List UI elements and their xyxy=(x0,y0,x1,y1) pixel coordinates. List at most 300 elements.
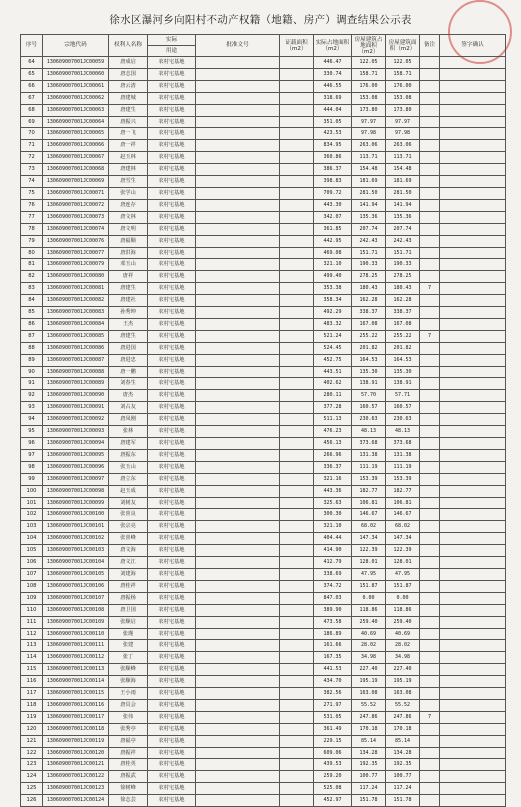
row-build-area: 97.98 xyxy=(386,128,420,140)
row-seq: 69 xyxy=(21,116,43,128)
row-seq: 76 xyxy=(21,199,43,211)
row-code: 130609007001JC00071 xyxy=(43,187,109,199)
row-sign xyxy=(440,366,506,378)
row-house-area: 207.74 xyxy=(352,223,386,235)
row-approval xyxy=(196,771,280,783)
row-approval xyxy=(196,664,280,676)
row-note xyxy=(420,628,440,640)
row-cert-area xyxy=(280,318,314,330)
row-sign xyxy=(440,545,506,557)
row-usage: 农村宅基地 xyxy=(148,580,196,592)
row-note xyxy=(420,140,440,152)
row-seq: 68 xyxy=(21,104,43,116)
row-owner: 唐建军 xyxy=(109,438,148,450)
row-seq: 96 xyxy=(21,438,43,450)
row-cert-area xyxy=(280,521,314,533)
row-actual-area: 609.06 xyxy=(314,747,352,759)
row-cert-area xyxy=(280,592,314,604)
row-house-area: 135.36 xyxy=(352,211,386,223)
table-row xyxy=(21,390,506,402)
table-row xyxy=(21,533,506,545)
row-actual-area: 353.38 xyxy=(314,283,352,295)
row-note xyxy=(420,164,440,176)
table-row xyxy=(21,735,506,747)
row-sign xyxy=(440,390,506,402)
row-code: 130609007001JC00110 xyxy=(43,628,109,640)
row-owner: 唐连存 xyxy=(109,199,148,211)
row-owner: 张顺峰 xyxy=(109,664,148,676)
row-build-area: 147.34 xyxy=(386,533,420,545)
row-code: 130609007001JC00088 xyxy=(43,366,109,378)
row-sign xyxy=(440,521,506,533)
row-note xyxy=(420,366,440,378)
row-build-area: 170.18 xyxy=(386,723,420,735)
row-note xyxy=(420,616,440,628)
row-approval xyxy=(196,604,280,616)
row-seq: 108 xyxy=(21,580,43,592)
row-usage: 农村宅基地 xyxy=(148,104,196,116)
row-approval xyxy=(196,68,280,80)
table-row xyxy=(21,366,506,378)
row-owner: 唐进忠 xyxy=(109,354,148,366)
row-actual-area: 446.47 xyxy=(314,57,352,69)
row-seq: 97 xyxy=(21,449,43,461)
row-build-area: 113.71 xyxy=(386,152,420,164)
row-seq: 72 xyxy=(21,152,43,164)
row-seq: 88 xyxy=(21,342,43,354)
row-sign xyxy=(440,568,506,580)
row-code: 130609007001JC00112 xyxy=(43,652,109,664)
row-seq: 71 xyxy=(21,140,43,152)
row-build-area: 263.06 xyxy=(386,140,420,152)
row-actual-area: 361.85 xyxy=(314,223,352,235)
row-code: 130609007001JC00102 xyxy=(43,533,109,545)
row-owner: 刘树友 xyxy=(109,497,148,509)
row-approval xyxy=(196,235,280,247)
row-cert-area xyxy=(280,414,314,426)
row-cert-area xyxy=(280,461,314,473)
row-sign xyxy=(440,795,506,807)
header-build-area: 房屋建筑面积（m2） xyxy=(386,35,420,57)
table-row xyxy=(21,378,506,390)
row-cert-area xyxy=(280,187,314,199)
row-owner: 徐志芸 xyxy=(109,795,148,807)
row-sign xyxy=(440,604,506,616)
row-seq: 65 xyxy=(21,68,43,80)
row-note xyxy=(420,580,440,592)
row-seq: 98 xyxy=(21,461,43,473)
table-row xyxy=(21,271,506,283)
row-usage: 农村宅基地 xyxy=(148,176,196,188)
row-actual-area: 434.70 xyxy=(314,676,352,688)
row-approval xyxy=(196,735,280,747)
row-house-area: 55.52 xyxy=(352,699,386,711)
row-code: 130609007001JC00072 xyxy=(43,199,109,211)
page-title: 徐水区瀑河乡向阳村不动产权籍（地籍、房产）调查结果公示表 xyxy=(109,14,412,26)
row-sign xyxy=(440,426,506,438)
row-seq: 82 xyxy=(21,271,43,283)
row-sign xyxy=(440,783,506,795)
row-cert-area xyxy=(280,342,314,354)
row-build-area: 207.74 xyxy=(386,223,420,235)
row-sign xyxy=(440,68,506,80)
row-approval xyxy=(196,283,280,295)
row-note xyxy=(420,426,440,438)
row-seq: 105 xyxy=(21,545,43,557)
row-cert-area xyxy=(280,426,314,438)
row-actual-area: 321.16 xyxy=(314,473,352,485)
row-sign xyxy=(440,247,506,259)
row-actual-area: 439.53 xyxy=(314,759,352,771)
row-build-area: 180.43 xyxy=(386,283,420,295)
row-seq: 78 xyxy=(21,223,43,235)
row-actual-area: 446.55 xyxy=(314,80,352,92)
row-sign xyxy=(440,592,506,604)
table-row xyxy=(21,426,506,438)
row-build-area: 181.69 xyxy=(386,176,420,188)
row-house-area: 164.53 xyxy=(352,354,386,366)
row-note xyxy=(420,223,440,235)
header-seq: 序号 xyxy=(21,35,43,57)
row-approval xyxy=(196,676,280,688)
row-build-area: 173.80 xyxy=(386,104,420,116)
row-sign xyxy=(440,330,506,342)
row-sign xyxy=(440,223,506,235)
row-note xyxy=(420,557,440,569)
row-build-area: 163.08 xyxy=(386,688,420,700)
row-approval xyxy=(196,378,280,390)
row-approval xyxy=(196,318,280,330)
row-build-area: 167.08 xyxy=(386,318,420,330)
row-seq: 117 xyxy=(21,688,43,700)
row-build-area: 227.40 xyxy=(386,664,420,676)
row-cert-area xyxy=(280,295,314,307)
row-note xyxy=(420,104,440,116)
row-sign xyxy=(440,140,506,152)
row-note xyxy=(420,735,440,747)
row-note xyxy=(420,354,440,366)
table-row xyxy=(21,711,506,723)
row-approval xyxy=(196,699,280,711)
row-usage: 农村宅基地 xyxy=(148,330,196,342)
row-house-area: 190.33 xyxy=(352,259,386,271)
row-owner: 赵玉林 xyxy=(109,152,148,164)
header-owner: 权利人名称 xyxy=(109,35,148,57)
row-code: 130609007001JC00081 xyxy=(43,283,109,295)
row-cert-area xyxy=(280,57,314,69)
row-actual-area: 325.63 xyxy=(314,497,352,509)
row-note xyxy=(420,747,440,759)
row-actual-area: 452.75 xyxy=(314,354,352,366)
row-sign xyxy=(440,747,506,759)
row-code: 130609007001JC00104 xyxy=(43,557,109,569)
row-note xyxy=(420,533,440,545)
row-owner: 唐振兴 xyxy=(109,116,148,128)
row-code: 130609007001JC00061 xyxy=(43,80,109,92)
row-usage: 农村宅基地 xyxy=(148,545,196,557)
row-usage: 农村宅基地 xyxy=(148,271,196,283)
table-row xyxy=(21,318,506,330)
row-seq: 99 xyxy=(21,473,43,485)
survey-results-table xyxy=(20,34,506,807)
table-row xyxy=(21,176,506,188)
table-row xyxy=(21,664,506,676)
table-row xyxy=(21,80,506,92)
row-code: 130609007001JC00101 xyxy=(43,521,109,533)
row-usage: 农村宅基地 xyxy=(148,366,196,378)
row-usage: 农村宅基地 xyxy=(148,164,196,176)
row-sign xyxy=(440,735,506,747)
row-build-area: 141.94 xyxy=(386,199,420,211)
row-usage: 农村宅基地 xyxy=(148,604,196,616)
row-code: 130609007001JC00079 xyxy=(43,259,109,271)
row-sign xyxy=(440,461,506,473)
table-row xyxy=(21,699,506,711)
row-code: 130609007001JC00066 xyxy=(43,140,109,152)
header-note: 备注 xyxy=(420,35,440,57)
row-actual-area: 186.89 xyxy=(314,628,352,640)
row-code: 130609007001JC00062 xyxy=(43,92,109,104)
row-seq: 66 xyxy=(21,80,43,92)
row-seq: 75 xyxy=(21,187,43,199)
row-approval xyxy=(196,628,280,640)
row-code: 130609007001JC00069 xyxy=(43,176,109,188)
row-code: 130609007001JC00099 xyxy=(43,497,109,509)
row-usage: 农村宅基地 xyxy=(148,640,196,652)
row-approval xyxy=(196,759,280,771)
row-cert-area xyxy=(280,473,314,485)
row-house-area: 122.39 xyxy=(352,545,386,557)
row-approval xyxy=(196,307,280,319)
row-code: 130609007001JC00094 xyxy=(43,438,109,450)
row-cert-area xyxy=(280,247,314,259)
row-house-area: 141.94 xyxy=(352,199,386,211)
row-house-area: 146.67 xyxy=(352,509,386,521)
row-note xyxy=(420,92,440,104)
row-house-area: 163.08 xyxy=(352,688,386,700)
row-usage: 农村宅基地 xyxy=(148,735,196,747)
row-usage: 农村宅基地 xyxy=(148,128,196,140)
row-usage: 农村宅基地 xyxy=(148,283,196,295)
row-note xyxy=(420,57,440,69)
row-house-area: 181.69 xyxy=(352,176,386,188)
row-cert-area xyxy=(280,652,314,664)
row-usage: 农村宅基地 xyxy=(148,711,196,723)
row-seq: 93 xyxy=(21,402,43,414)
row-sign xyxy=(440,580,506,592)
row-house-area: 131.38 xyxy=(352,449,386,461)
row-actual-area: 443.36 xyxy=(314,485,352,497)
row-house-area: 201.82 xyxy=(352,342,386,354)
row-note: 7 xyxy=(420,711,440,723)
row-approval xyxy=(196,80,280,92)
row-sign xyxy=(440,307,506,319)
table-row xyxy=(21,723,506,735)
row-cert-area xyxy=(280,128,314,140)
row-note xyxy=(420,485,440,497)
row-cert-area xyxy=(280,223,314,235)
row-actual-area: 330.74 xyxy=(314,68,352,80)
row-note xyxy=(420,759,440,771)
row-build-area: 255.22 xyxy=(386,330,420,342)
row-actual-area: 423.53 xyxy=(314,128,352,140)
row-house-area: 170.18 xyxy=(352,723,386,735)
row-code: 130609007001JC00095 xyxy=(43,449,109,461)
row-actual-area: 476.23 xyxy=(314,426,352,438)
row-approval xyxy=(196,580,280,592)
row-approval xyxy=(196,390,280,402)
row-sign xyxy=(440,295,506,307)
row-approval xyxy=(196,295,280,307)
row-cert-area xyxy=(280,366,314,378)
row-build-area: 106.81 xyxy=(386,497,420,509)
row-usage: 农村宅基地 xyxy=(148,676,196,688)
row-cert-area xyxy=(280,283,314,295)
row-approval xyxy=(196,616,280,628)
row-usage: 农村宅基地 xyxy=(148,473,196,485)
row-cert-area xyxy=(280,759,314,771)
row-code: 130609007001JC00115 xyxy=(43,688,109,700)
row-usage: 农村宅基地 xyxy=(148,795,196,807)
row-note xyxy=(420,521,440,533)
row-cert-area xyxy=(280,783,314,795)
row-usage: 农村宅基地 xyxy=(148,783,196,795)
row-seq: 123 xyxy=(21,759,43,771)
row-actual-area: 377.28 xyxy=(314,402,352,414)
row-sign xyxy=(440,164,506,176)
row-cert-area xyxy=(280,747,314,759)
table-row xyxy=(21,461,506,473)
row-house-area: 122.05 xyxy=(352,57,386,69)
row-build-area: 151.87 xyxy=(386,580,420,592)
row-usage: 农村宅基地 xyxy=(148,223,196,235)
row-approval xyxy=(196,461,280,473)
row-note xyxy=(420,509,440,521)
row-note xyxy=(420,295,440,307)
row-house-area: 151.78 xyxy=(352,795,386,807)
row-seq: 120 xyxy=(21,723,43,735)
row-note xyxy=(420,771,440,783)
row-cert-area xyxy=(280,259,314,271)
row-cert-area xyxy=(280,545,314,557)
row-house-area: 151.71 xyxy=(352,247,386,259)
row-code: 130609007001JC00068 xyxy=(43,164,109,176)
row-house-area: 195.19 xyxy=(352,676,386,688)
row-build-area: 164.53 xyxy=(386,354,420,366)
row-sign xyxy=(440,616,506,628)
row-note xyxy=(420,307,440,319)
row-seq: 112 xyxy=(21,628,43,640)
table-row xyxy=(21,140,506,152)
row-code: 130609007001JC00119 xyxy=(43,735,109,747)
row-note xyxy=(420,116,440,128)
row-house-area: 162.28 xyxy=(352,295,386,307)
table-row xyxy=(21,68,506,80)
row-code: 130609007001JC00120 xyxy=(43,747,109,759)
row-usage: 农村宅基地 xyxy=(148,699,196,711)
row-owner: 唐振东 xyxy=(109,449,148,461)
row-actual-area: 398.83 xyxy=(314,176,352,188)
row-code: 130609007001JC00065 xyxy=(43,128,109,140)
row-cert-area xyxy=(280,402,314,414)
row-actual-area: 300.30 xyxy=(314,509,352,521)
row-note xyxy=(420,592,440,604)
row-usage: 农村宅基地 xyxy=(148,92,196,104)
header-actual: 实际 xyxy=(148,35,196,46)
row-actual-area: 442.95 xyxy=(314,235,352,247)
row-code: 130609007001JC00086 xyxy=(43,342,109,354)
row-house-area: 48.13 xyxy=(352,426,386,438)
row-seq: 118 xyxy=(21,699,43,711)
row-actual-area: 443.30 xyxy=(314,199,352,211)
header-actual-area: 实际占地面积（m2） xyxy=(314,35,352,57)
row-approval xyxy=(196,521,280,533)
row-sign xyxy=(440,640,506,652)
row-owner: 唐杰 xyxy=(109,390,148,402)
row-seq: 124 xyxy=(21,771,43,783)
row-sign xyxy=(440,664,506,676)
row-usage: 农村宅基地 xyxy=(148,235,196,247)
row-note xyxy=(420,640,440,652)
row-usage: 农村宅基地 xyxy=(148,152,196,164)
row-cert-area xyxy=(280,140,314,152)
row-sign xyxy=(440,711,506,723)
row-note xyxy=(420,390,440,402)
row-note xyxy=(420,699,440,711)
header-sign: 签字确认 xyxy=(440,35,506,57)
table-row xyxy=(21,330,506,342)
row-actual-area: 374.72 xyxy=(314,580,352,592)
row-cert-area xyxy=(280,92,314,104)
row-build-area: 338.37 xyxy=(386,307,420,319)
row-sign xyxy=(440,176,506,188)
row-sign xyxy=(440,497,506,509)
table-row xyxy=(21,247,506,259)
row-actual-area: 499.40 xyxy=(314,271,352,283)
row-note xyxy=(420,473,440,485)
row-owner: 张丁 xyxy=(109,652,148,664)
row-code: 130609007001JC00089 xyxy=(43,378,109,390)
row-house-area: 100.77 xyxy=(352,771,386,783)
row-build-area: 122.39 xyxy=(386,545,420,557)
row-actual-area: 229.15 xyxy=(314,735,352,747)
row-actual-area: 259.20 xyxy=(314,771,352,783)
row-house-area: 227.40 xyxy=(352,664,386,676)
row-note xyxy=(420,688,440,700)
row-usage: 农村宅基地 xyxy=(148,628,196,640)
row-owner: 赵玉成 xyxy=(109,485,148,497)
row-seq: 73 xyxy=(21,164,43,176)
row-actual-area: 386.37 xyxy=(314,164,352,176)
row-approval xyxy=(196,426,280,438)
row-owner: 唐一飞 xyxy=(109,128,148,140)
row-actual-area: 834.95 xyxy=(314,140,352,152)
row-build-area: 0.00 xyxy=(386,592,420,604)
row-usage: 农村宅基地 xyxy=(148,723,196,735)
row-seq: 121 xyxy=(21,735,43,747)
row-code: 130609007001JC00107 xyxy=(43,592,109,604)
row-owner: 张玉山 xyxy=(109,461,148,473)
row-owner: 唐桂祥 xyxy=(109,580,148,592)
row-actual-area: 709.72 xyxy=(314,187,352,199)
row-house-area: 97.97 xyxy=(352,116,386,128)
row-note xyxy=(420,199,440,211)
row-note xyxy=(420,497,440,509)
row-note xyxy=(420,783,440,795)
row-seq: 80 xyxy=(21,247,43,259)
row-code: 130609007001JC00106 xyxy=(43,580,109,592)
row-actual-area: 492.29 xyxy=(314,307,352,319)
